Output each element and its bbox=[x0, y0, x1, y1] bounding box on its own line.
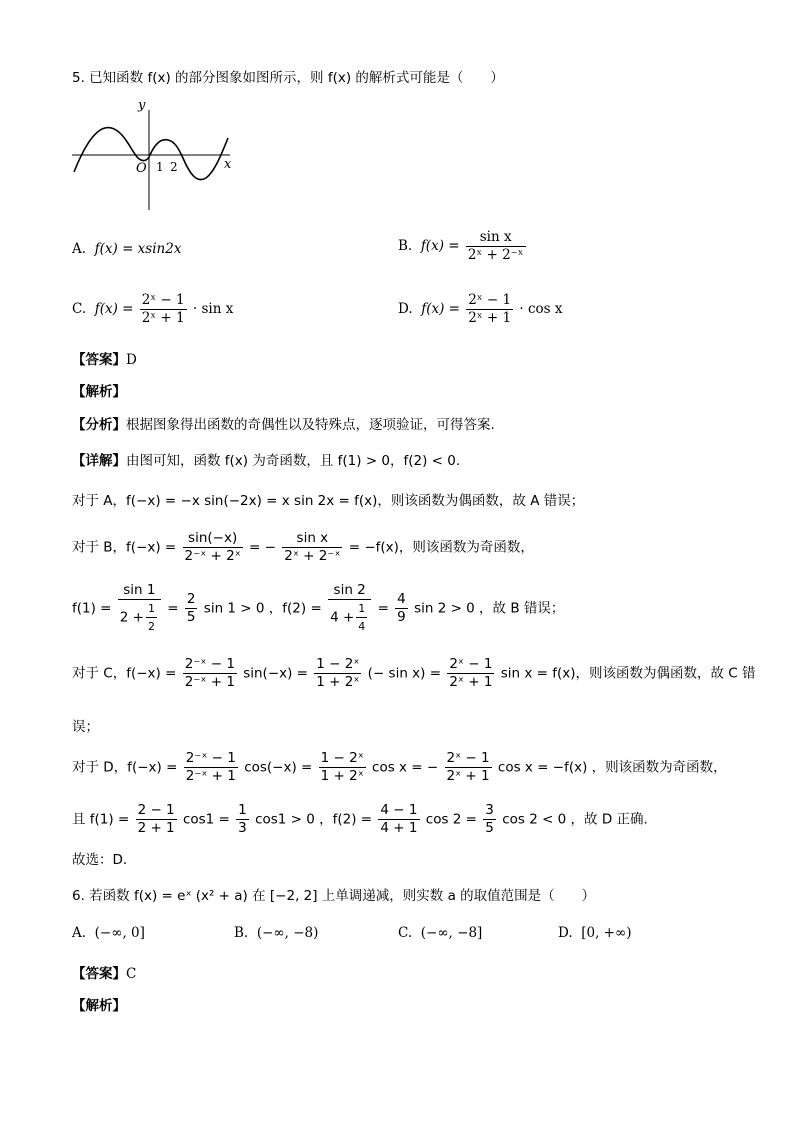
fraction: $\frac{\text{sin x}}{\text{2ˣ + 2⁻ˣ}}$ bbox=[467, 229, 524, 263]
q5-answer bbox=[72, 348, 137, 368]
q5-xiangjie: 【详解】由图可知，函数 f(x) 为奇函数，且 f(1) > 0，f(2) < 0. bbox=[72, 453, 461, 469]
q6-option-b: B. (−∞, −8) bbox=[234, 925, 319, 941]
q5-line-b2: f(1) = sin 1 2 + $\frac{1}{2}$ = $\frac{2}{5}$ sin 1 > 0 ，f(2) = sin 2 4 + $\frac{1}{4}$ = $\frac{4}{9}$ sin 2 > 0 ，故 B 错误； bbox=[72, 582, 565, 633]
fraction: $\frac{\text{2ˣ − 1}}{\text{2ˣ + 1}}$ bbox=[468, 292, 512, 326]
q5-line-b: 对于 B，f(−x) = $\frac{\sin(-x)}{\text{2⁻ˣ + 2ˣ}}$ = − $\frac{\text{sin x}}{\text{2ˣ + 2⁻ˣ}}$ = −f(x)，则该函数为奇函数， bbox=[72, 530, 534, 564]
q5-option-d bbox=[398, 292, 562, 327]
option-lhs: f(x) = bbox=[420, 238, 460, 254]
q5-line-d: 对于 D，f(−x) = $\frac{\text{2⁻ˣ − 1}}{\text{2⁻ˣ + 1}}$ cos(−x) = $\frac{\text{1 − 2ˣ}}{\text{1 + 2ˣ}}$ cos x = − $\frac{\text{2ˣ − 1}}{\text{2ˣ + 1}}$ cos x = −f(x) ，则该函数为奇函数， bbox=[72, 750, 727, 784]
fraction: $\frac{\text{2ˣ − 1}}{\text{2ˣ + 1}}$ bbox=[141, 292, 185, 326]
q5-line-c-wrap: 误； bbox=[72, 719, 99, 735]
q5-function-graph bbox=[68, 92, 238, 214]
q6-analysis-tag: 【解析】 bbox=[72, 998, 126, 1014]
q6-answer: 【答案】C bbox=[72, 966, 137, 982]
q5-line-a: 对于 A，f(−x) = −x sin(−2x) = x sin 2x = f(x)，则该函数为偶函数，故 A 错误； bbox=[72, 493, 585, 509]
option-letter: A. bbox=[72, 241, 87, 257]
option-lhs: f(x) = bbox=[94, 301, 134, 317]
q5-option-a bbox=[72, 241, 181, 257]
option-letter: C. bbox=[72, 301, 87, 317]
q6-option-c: C. (−∞, −8] bbox=[398, 925, 483, 941]
q6-option-d: D. [0, +∞) bbox=[558, 925, 632, 941]
tick-label-1: 1 bbox=[156, 160, 164, 174]
q5-stem: 5. 已知函数 f(x) 的部分图象如图所示，则 f(x) 的解析式可能是（ ） bbox=[72, 70, 504, 86]
q5-choose: 故选：D. bbox=[72, 852, 128, 868]
option-lhs: f(x) = bbox=[421, 301, 460, 317]
q5-fenxi: 【分析】根据图象得出函数的奇偶性以及特殊点，逐项验证，可得答案. bbox=[72, 417, 495, 433]
q5-analysis-tag: 【解析】 bbox=[72, 384, 126, 400]
option-tail: · sin x bbox=[192, 301, 234, 317]
option-tail: · cos x bbox=[519, 301, 563, 317]
q6-stem: 6. 若函数 f(x) = eˣ (x² + a) 在 [−2, 2] 上单调递减，则实数 a 的取值范围是（ ） bbox=[72, 888, 596, 904]
q5-option-b bbox=[398, 229, 528, 264]
option-letter: D. bbox=[398, 301, 413, 317]
option-expr: f(x) = xsin2x bbox=[94, 241, 182, 257]
origin-label: O bbox=[136, 161, 147, 176]
function-curve bbox=[74, 128, 228, 180]
x-axis-label: x bbox=[224, 157, 232, 172]
tick-label-2: 2 bbox=[170, 160, 178, 174]
q5-option-c bbox=[72, 292, 233, 327]
answer-value: D bbox=[126, 352, 137, 368]
q6-option-a: A. (−∞, 0] bbox=[72, 925, 145, 941]
y-axis-label: y bbox=[138, 98, 146, 113]
q5-line-d2: 且 f(1) = $\frac{2 - 1}{2 + 1}$ cos1 = $\frac{1}{3}$ cos1 > 0 ，f(2) = $\frac{4 - 1}{4 + 1}$ cos 2 = $\frac{3}{5}$ cos 2 < 0 ，故 D 正确. bbox=[72, 802, 648, 836]
q5-line-c: 对于 C，f(−x) = $\frac{\text{2⁻ˣ − 1}}{\text{2⁻ˣ + 1}}$ sin(−x) = $\frac{\text{1 − 2ˣ}}{\text{1 + 2ˣ}}$ (− sin x) = $\frac{\text{2ˣ − 1}}{\text{2ˣ + 1}}$ sin x = f(x)，则该函数为偶函数，故 C 错 bbox=[72, 656, 756, 690]
option-letter: B. bbox=[398, 238, 413, 254]
answer-tag: 【答案】 bbox=[72, 352, 126, 368]
